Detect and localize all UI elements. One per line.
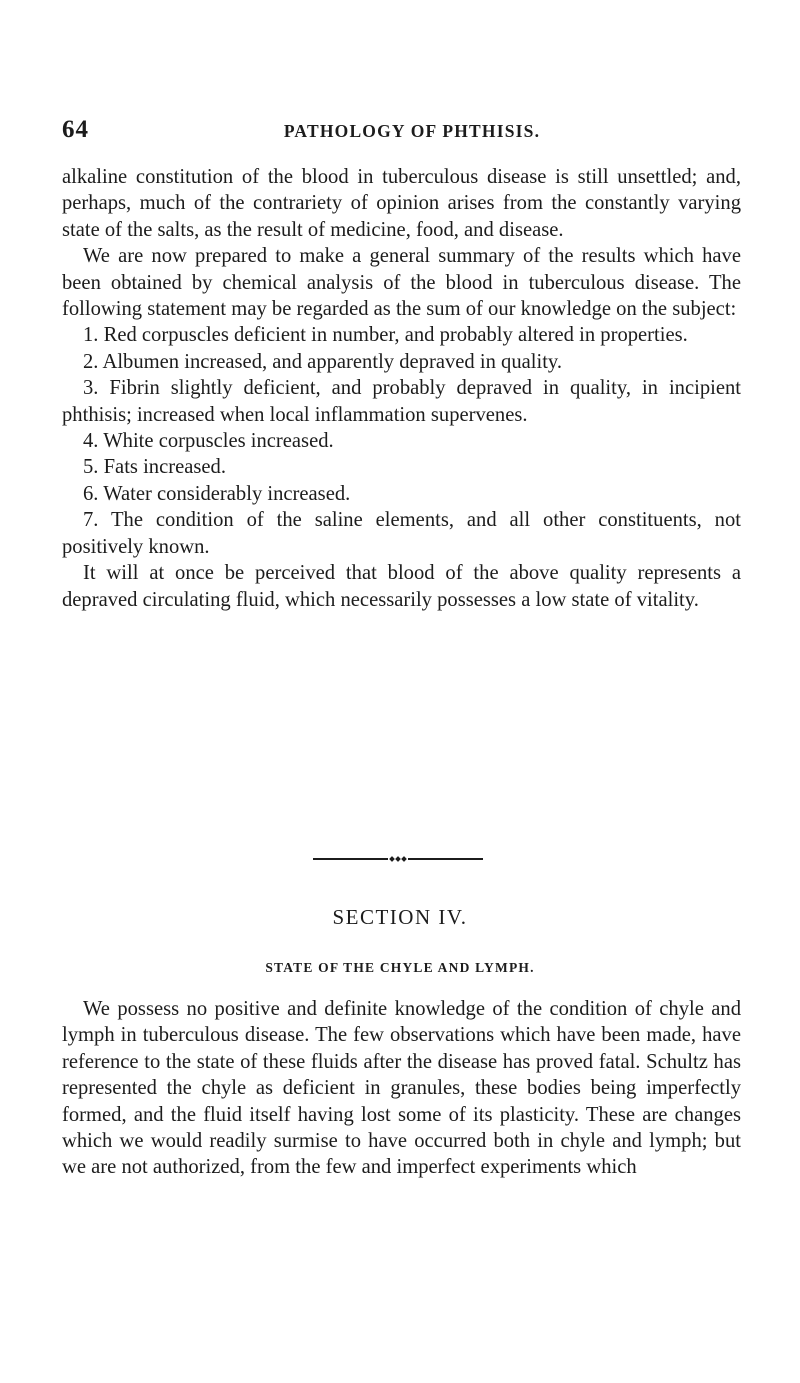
paragraph-continued: alkaline constitution of the blood in tuberculous disease is still unsettled; and, perhaps, much of the contrariety of opinion arises from the constantly varying state of the salts, as the result of medicine, food, and disease. bbox=[62, 166, 741, 241]
summary-item-white-corpuscles: 4. White corpuscles increased. bbox=[83, 430, 334, 453]
section-title: SECTION IV. bbox=[332, 905, 468, 929]
section-subtitle: STATE OF THE CHYLE AND LYMPH. bbox=[265, 960, 535, 975]
page-number: 64 bbox=[62, 116, 89, 143]
summary-item-fibrin: 3. Fibrin slightly deficient, and probably depraved in quality, in incipient phthisis; increased when local inflammation supervenes. bbox=[62, 377, 741, 426]
summary-item-water: 6. Water considerably increased. bbox=[83, 482, 351, 505]
summary-item-albumen: 2. Albumen increased, and apparently depraved in quality. bbox=[83, 350, 563, 373]
paragraph-section-body: We possess no positive and definite knowledge of the condition of chyle and lymph in tuberculous disease. The few observations which have been made, have reference to the state of these fluids after the disease has proved fatal. Schultz has represented the chyle as deficient in granules, these bodies being imperfectly formed, and the fluid itself having lost some of its plasticity. These are changes which we would readily surmise to have occurred both in chyle and lymph; but we are not authorized, from the few and imperfect experiments which bbox=[62, 998, 741, 1179]
summary-item-red-corpuscles: 1. Red corpuscles deficient in number, and probably altered in properties. bbox=[83, 324, 688, 347]
paragraph-conclusion: It will at once be perceived that blood of the above quality represents a depraved circulating fluid, which necessarily possesses a low state of vitality. bbox=[62, 562, 741, 611]
summary-item-fats: 5. Fats increased. bbox=[83, 456, 226, 479]
paragraph-summary-intro: We are now prepared to make a general summary of the results which have been obtained by chemical analysis of the blood in tuberculous disease. The following statement may be regarded as the sum of our knowledge on the subject: bbox=[62, 245, 741, 321]
section-divider bbox=[0, 856, 800, 862]
main-text bbox=[62, 164, 741, 613]
page-header bbox=[62, 116, 762, 146]
section-text bbox=[62, 996, 741, 1181]
summary-item-saline: 7. The condition of the saline elements, and all other constituents, not positively known. bbox=[62, 509, 741, 558]
divider-ornament-icon bbox=[388, 855, 408, 863]
running-head: PATHOLOGY OF PHTHISIS. bbox=[283, 121, 541, 141]
